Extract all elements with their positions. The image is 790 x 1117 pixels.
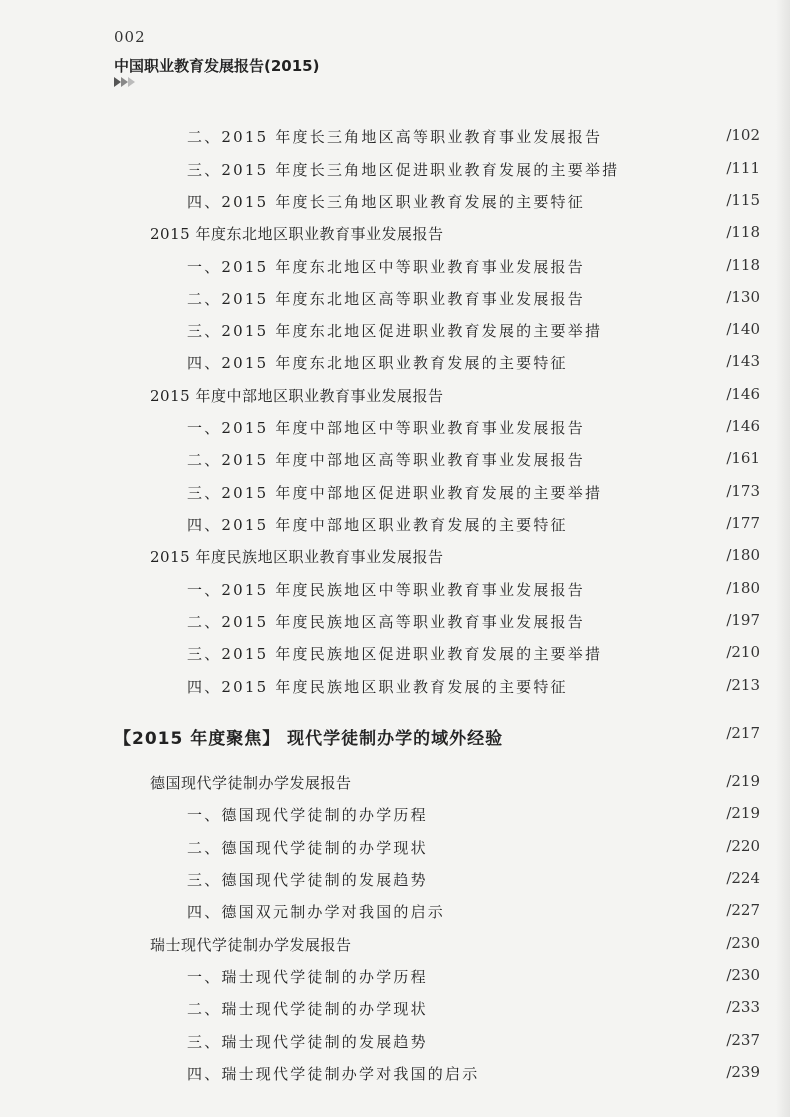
toc-entry-title: 一、瑞士现代学徒制的办学历程 [187, 968, 428, 986]
toc-entry-title: 三、2015 年度中部地区促进职业教育发展的主要举措 [187, 484, 603, 502]
toc-entry-title: 四、瑞士现代学徒制办学对我国的启示 [187, 1065, 480, 1083]
toc-subsection[interactable] [0, 837, 790, 861]
toc-entry-page: /217 [726, 724, 760, 742]
toc-entry-title: 瑞士现代学徒制办学发展报告 [150, 936, 352, 954]
toc-entry-page: /115 [726, 191, 760, 209]
toc-entry-title: 二、2015 年度民族地区高等职业教育事业发展报告 [187, 613, 585, 631]
toc-section[interactable] [0, 546, 790, 570]
toc-entry-page: /239 [726, 1063, 760, 1081]
toc-entry-title: 四、2015 年度民族地区职业教育发展的主要特征 [187, 678, 568, 696]
toc-entry-title: 三、2015 年度东北地区促进职业教育发展的主要举措 [187, 322, 603, 340]
toc-subsection[interactable] [0, 191, 790, 215]
toc-entry-page: /224 [726, 869, 760, 887]
toc-entry-title: 二、2015 年度长三角地区高等职业教育事业发展报告 [187, 128, 603, 146]
book-title: 中国职业教育发展报告(2015) [114, 57, 320, 75]
toc-subsection[interactable] [0, 579, 790, 603]
toc-entry-page: /118 [726, 223, 760, 241]
toc-entry-page: /237 [726, 1031, 760, 1049]
toc-subsection[interactable] [0, 966, 790, 990]
toc-entry-title: 四、2015 年度中部地区职业教育发展的主要特征 [187, 516, 568, 534]
toc-entry-page: /227 [726, 901, 760, 919]
toc-entry-title: 二、瑞士现代学徒制的办学现状 [187, 1000, 428, 1018]
toc-section[interactable] [0, 223, 790, 247]
toc-entry-page: /102 [726, 126, 760, 144]
toc-entry-title: 二、德国现代学徒制的办学现状 [187, 839, 428, 857]
toc-subsection[interactable] [0, 320, 790, 344]
toc-entry-page: /220 [726, 837, 760, 855]
toc-subsection[interactable] [0, 417, 790, 441]
toc-subsection[interactable] [0, 126, 790, 150]
toc-entry-page: /111 [726, 159, 760, 177]
toc-entry-title: 一、德国现代学徒制的办学历程 [187, 806, 428, 824]
toc-subsection[interactable] [0, 998, 790, 1022]
toc-entry-page: /173 [726, 482, 760, 500]
toc-entry-page: /230 [726, 966, 760, 984]
toc-entry-page: /230 [726, 934, 760, 952]
toc-subsection[interactable] [0, 804, 790, 828]
toc-entry-title: 2015 年度东北地区职业教育事业发展报告 [150, 225, 444, 243]
toc-subsection[interactable] [0, 514, 790, 538]
toc-entry-title: 二、2015 年度中部地区高等职业教育事业发展报告 [187, 451, 585, 469]
toc-entry-page: /177 [726, 514, 760, 532]
toc-subsection[interactable] [0, 482, 790, 506]
toc-entry-title: 三、德国现代学徒制的发展趋势 [187, 871, 428, 889]
toc-section[interactable] [0, 772, 790, 796]
toc-subsection[interactable] [0, 159, 790, 183]
toc-entry-title: 一、2015 年度中部地区中等职业教育事业发展报告 [187, 419, 585, 437]
toc-subsection[interactable] [0, 611, 790, 635]
toc-entry-page: /219 [726, 804, 760, 822]
toc-entry-page: /197 [726, 611, 760, 629]
toc-entry-title: 三、瑞士现代学徒制的发展趋势 [187, 1033, 428, 1051]
toc-subsection[interactable] [0, 901, 790, 925]
toc-entry-title: 四、2015 年度长三角地区职业教育发展的主要特征 [187, 193, 585, 211]
toc-entry-page: /118 [726, 256, 760, 274]
toc-entry-page: /213 [726, 676, 760, 694]
toc-entry-title: 一、2015 年度东北地区中等职业教育事业发展报告 [187, 258, 585, 276]
toc-entry-page: /146 [726, 417, 760, 435]
toc-entry-title: 二、2015 年度东北地区高等职业教育事业发展报告 [187, 290, 585, 308]
toc-subsection[interactable] [0, 1063, 790, 1087]
toc-entry-page: /233 [726, 998, 760, 1016]
toc-entry-page: /130 [726, 288, 760, 306]
toc-entry-page: /180 [726, 546, 760, 564]
toc-subsection[interactable] [0, 676, 790, 700]
toc-entry-page: /143 [726, 352, 760, 370]
toc-entry-page: /219 [726, 772, 760, 790]
toc-entry-title: 四、德国双元制办学对我国的启示 [187, 903, 446, 921]
toc-entry-page: /161 [726, 449, 760, 467]
toc-section[interactable] [0, 934, 790, 958]
toc-entry-page: /140 [726, 320, 760, 338]
toc-subsection[interactable] [0, 352, 790, 376]
toc-entry-title: 三、2015 年度民族地区促进职业教育发展的主要举措 [187, 645, 603, 663]
toc-entry-title: 德国现代学徒制办学发展报告 [150, 774, 352, 792]
toc-entry-page: /210 [726, 643, 760, 661]
toc-entry-page: /180 [726, 579, 760, 597]
toc-section[interactable] [0, 385, 790, 409]
toc-entry-title: 【2015 年度聚焦】 现代学徒制办学的域外经验 [114, 729, 504, 749]
toc-entry-title: 2015 年度民族地区职业教育事业发展报告 [150, 548, 444, 566]
toc-subsection[interactable] [0, 449, 790, 473]
toc-subsection[interactable] [0, 1031, 790, 1055]
toc-subsection[interactable] [0, 869, 790, 893]
page-number: 002 [114, 28, 146, 46]
toc-entry-title: 三、2015 年度长三角地区促进职业教育发展的主要举措 [187, 161, 620, 179]
toc-subsection[interactable] [0, 256, 790, 280]
toc-entry-title: 2015 年度中部地区职业教育事业发展报告 [150, 387, 444, 405]
toc-subsection[interactable] [0, 288, 790, 312]
toc-subsection[interactable] [0, 643, 790, 667]
toc-entry-title: 一、2015 年度民族地区中等职业教育事业发展报告 [187, 581, 585, 599]
toc-entry-title: 四、2015 年度东北地区职业教育发展的主要特征 [187, 354, 568, 372]
toc-part-heading[interactable] [0, 724, 790, 748]
toc-entry-page: /146 [726, 385, 760, 403]
